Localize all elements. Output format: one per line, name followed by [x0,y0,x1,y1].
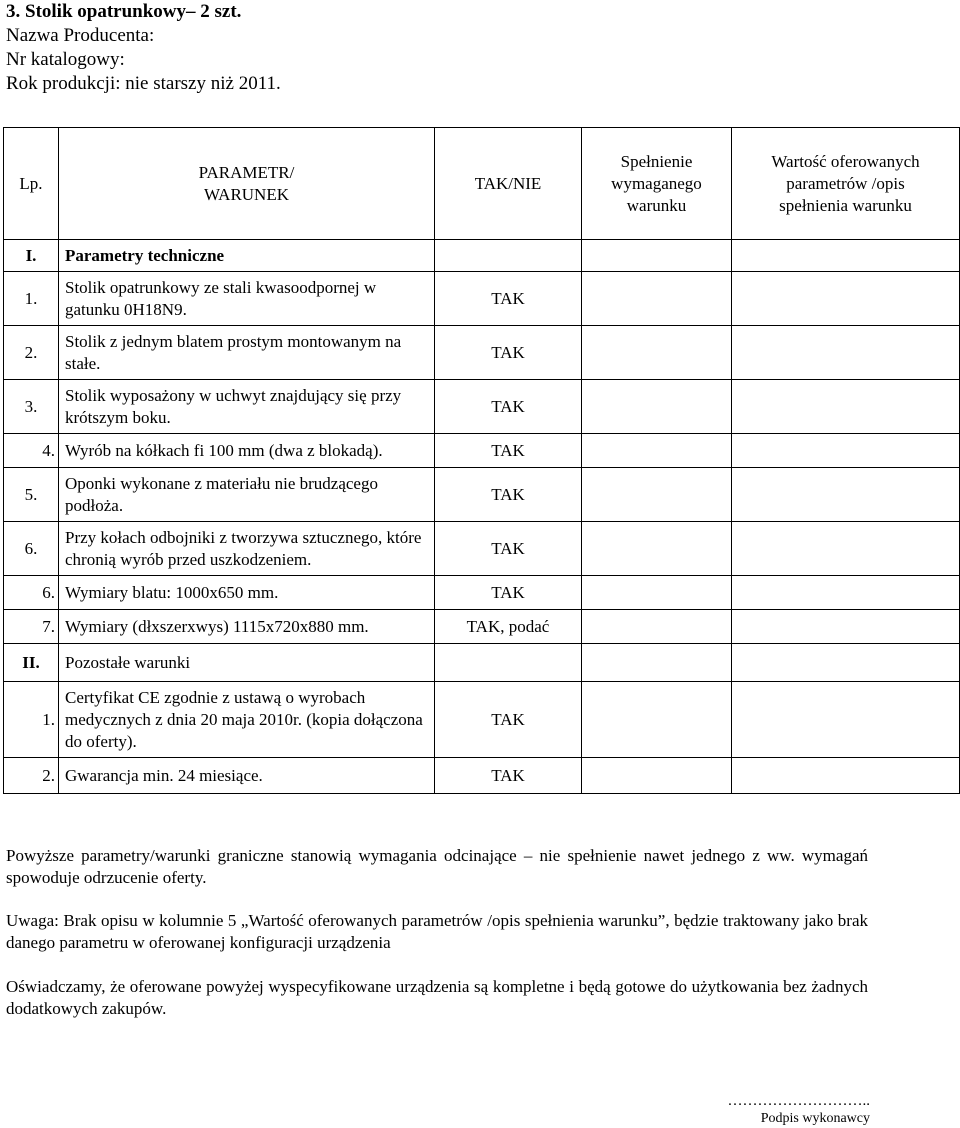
row-tak: TAK [435,272,582,326]
row-tak: TAK [435,326,582,380]
section-row [4,644,960,682]
row-parameter: Wymiary (dłxszerxwys) 1115x720x880 mm. [59,610,435,644]
row-parameter: Przy kołach odbojniki z tworzywa sztucznego, które chronią wyrób przed uszkodzeniem. [59,522,435,576]
row-offered-value [732,468,960,522]
col-header-offered-value: Wartość oferowanych parametrów /opis spełnienia warunku [732,128,960,240]
section-number: II. [4,644,59,682]
section-row [4,240,960,272]
row-fulfillment [582,326,732,380]
row-tak: TAK, podać [435,610,582,644]
table-row [4,758,960,794]
producer-label: Nazwa Producenta: [6,25,155,46]
row-parameter: Certyfikat CE zgodnie z ustawą o wyrobach medycznych z dnia 20 maja 2010r. (kopia dołączona do oferty). [59,682,435,758]
col-header-fulfillment: Spełnienie wymaganego warunku [582,128,732,240]
row-number: 2. [4,326,59,380]
note-warning: Uwaga: Brak opisu w kolumnie 5 „Wartość oferowanych parametrów /opis spełnienia warunku”, będzie traktowany jako brak danego parametru w oferowanej konfiguracji urządzenia [6,911,868,952]
row-number: 1. [4,682,59,758]
row-number: 4. [4,434,59,468]
table-row [4,682,960,758]
row-offered-value [732,610,960,644]
row-tak: TAK [435,758,582,794]
section-number: I. [4,240,59,272]
table-row [4,468,960,522]
row-fulfillment [582,272,732,326]
table-row [4,380,960,434]
row-number: 6. [4,522,59,576]
row-offered-value [732,380,960,434]
signature-block [640,1092,870,1128]
row-number: 3. [4,380,59,434]
row-fulfillment [582,468,732,522]
catalog-label: Nr katalogowy: [6,49,125,70]
row-parameter: Wyrób na kółkach fi 100 mm (dwa z blokadą). [59,434,435,468]
row-tak: TAK [435,522,582,576]
row-parameter: Stolik opatrunkowy ze stali kwasoodpornej w gatunku 0H18N9. [59,272,435,326]
section-title: Parametry techniczne [59,240,435,272]
row-number: 7. [4,610,59,644]
table-row [4,326,960,380]
row-offered-value [732,272,960,326]
row-offered-value [732,326,960,380]
row-fulfillment [582,610,732,644]
row-number: 2. [4,758,59,794]
col-header-tak-nie: TAK/NIE [435,128,582,240]
row-number: 5. [4,468,59,522]
row-parameter: Stolik wyposażony w uchwyt znajdujący się przy krótszym boku. [59,380,435,434]
row-tak: TAK [435,682,582,758]
table-row [4,272,960,326]
table-header-row [4,128,960,240]
row-fulfillment [582,682,732,758]
item-title: 3. Stolik opatrunkowy– 2 szt. [6,1,242,22]
specification-table [3,127,960,794]
signature-dots: ……………………….. [727,1093,870,1109]
note-requirements: Powyższe parametry/warunki graniczne stanowią wymagania odcinające – nie spełnienie nawet jednego z ww. wymagań spowoduje odrzucenie oferty. [6,846,868,887]
row-number: 6. [4,576,59,610]
row-fulfillment [582,380,732,434]
row-parameter: Oponki wykonane z materiału nie brudzącego podłoża. [59,468,435,522]
document-header [6,0,281,96]
col-header-lp: Lp. [4,128,59,240]
signature-label: Podpis wykonawcy [760,1111,870,1126]
row-tak: TAK [435,380,582,434]
row-tak: TAK [435,468,582,522]
row-fulfillment [582,758,732,794]
row-fulfillment [582,576,732,610]
section-title: Pozostałe warunki [59,644,435,682]
table-row [4,610,960,644]
row-fulfillment [582,522,732,576]
row-parameter: Stolik z jednym blatem prostym montowanym na stałe. [59,326,435,380]
table-row [4,434,960,468]
row-tak: TAK [435,576,582,610]
row-parameter: Wymiary blatu: 1000x650 mm. [59,576,435,610]
note-declaration: Oświadczamy, że oferowane powyżej wyspecyfikowane urządzenia są kompletne i będą gotowe do użytkowania bez żadnych dodatkowych zakupów. [6,977,868,1018]
table-row [4,576,960,610]
row-tak: TAK [435,434,582,468]
table-row [4,522,960,576]
production-year-label: Rok produkcji: nie starszy niż 2011. [6,73,281,94]
row-number: 1. [4,272,59,326]
row-offered-value [732,522,960,576]
row-offered-value [732,758,960,794]
col-header-parameter: PARAMETR/ WARUNEK [59,128,435,240]
row-offered-value [732,434,960,468]
row-offered-value [732,576,960,610]
row-fulfillment [582,434,732,468]
row-parameter: Gwarancja min. 24 miesiące. [59,758,435,794]
row-offered-value [732,682,960,758]
